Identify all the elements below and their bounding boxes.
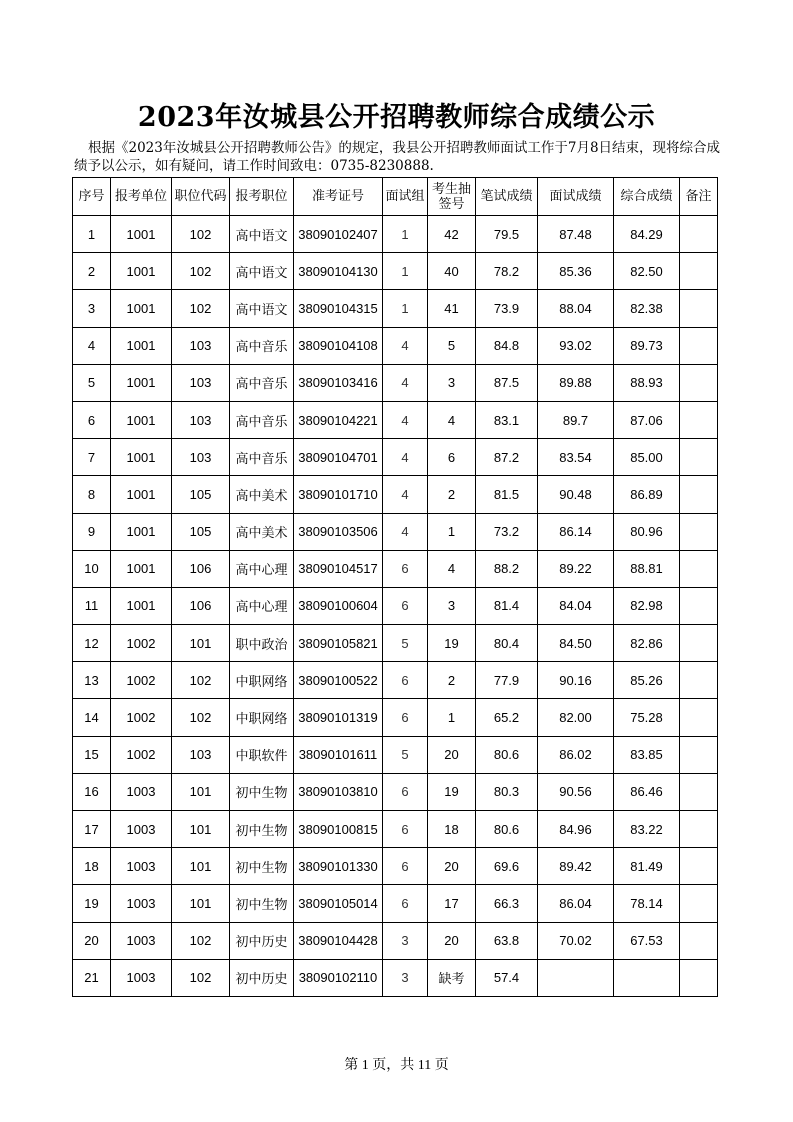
- cell-exam-number: 38090100522: [294, 662, 383, 699]
- cell-position-code: 101: [172, 811, 230, 848]
- cell-unit: 1001: [111, 290, 172, 327]
- cell-draw-number: 19: [428, 625, 476, 662]
- cell-remarks: [680, 848, 718, 885]
- cell-position: 高中语文: [230, 216, 294, 253]
- cell-total-score: 87.06: [614, 401, 680, 438]
- cell-unit: 1002: [111, 736, 172, 773]
- cell-total-score: 81.49: [614, 848, 680, 885]
- cell-exam-number: 38090105821: [294, 625, 383, 662]
- cell-interview-group: 4: [383, 476, 428, 513]
- cell-unit: 1003: [111, 811, 172, 848]
- cell-unit: 1001: [111, 587, 172, 624]
- cell-total-score: 85.26: [614, 662, 680, 699]
- table-row: [73, 327, 718, 364]
- cell-index: 8: [73, 476, 111, 513]
- cell-written-score: 69.6: [476, 848, 538, 885]
- cell-total-score: 82.38: [614, 290, 680, 327]
- cell-unit: 1001: [111, 476, 172, 513]
- cell-exam-number: 38090104108: [294, 327, 383, 364]
- cell-exam-number: 38090100604: [294, 587, 383, 624]
- cell-position-code: 102: [172, 216, 230, 253]
- cell-total-score: 85.00: [614, 439, 680, 476]
- table-row: [73, 699, 718, 736]
- cell-index: 11: [73, 587, 111, 624]
- cell-unit: 1002: [111, 625, 172, 662]
- cell-total-score: 82.50: [614, 253, 680, 290]
- cell-interview-group: 6: [383, 773, 428, 810]
- cell-interview-score: 89.42: [538, 848, 614, 885]
- cell-written-score: 81.5: [476, 476, 538, 513]
- col-header-interview-score: 面试成绩: [538, 178, 614, 216]
- cell-position-code: 103: [172, 364, 230, 401]
- cell-position-code: 105: [172, 476, 230, 513]
- cell-interview-score: 83.54: [538, 439, 614, 476]
- table-row: [73, 439, 718, 476]
- cell-position: 初中生物: [230, 848, 294, 885]
- cell-draw-number: 19: [428, 773, 476, 810]
- table-row: [73, 625, 718, 662]
- table-row: [73, 476, 718, 513]
- cell-unit: 1001: [111, 439, 172, 476]
- cell-index: 20: [73, 922, 111, 959]
- cell-exam-number: 38090101611: [294, 736, 383, 773]
- cell-written-score: 73.9: [476, 290, 538, 327]
- table-row: [73, 848, 718, 885]
- cell-draw-number: 41: [428, 290, 476, 327]
- cell-position-code: 102: [172, 699, 230, 736]
- cell-unit: 1003: [111, 773, 172, 810]
- cell-total-score: 89.73: [614, 327, 680, 364]
- table-header: [73, 178, 718, 216]
- cell-total-score: 82.98: [614, 587, 680, 624]
- cell-index: 4: [73, 327, 111, 364]
- cell-total-score: 86.89: [614, 476, 680, 513]
- cell-unit: 1001: [111, 327, 172, 364]
- cell-index: 19: [73, 885, 111, 922]
- cell-interview-group: 4: [383, 364, 428, 401]
- cell-index: 7: [73, 439, 111, 476]
- table-row: [73, 513, 718, 550]
- cell-unit: 1001: [111, 513, 172, 550]
- cell-interview-group: 4: [383, 513, 428, 550]
- cell-remarks: [680, 662, 718, 699]
- cell-interview-group: 6: [383, 811, 428, 848]
- cell-interview-group: 5: [383, 736, 428, 773]
- cell-position-code: 103: [172, 401, 230, 438]
- col-header-remarks: 备注: [680, 178, 718, 216]
- cell-written-score: 80.4: [476, 625, 538, 662]
- cell-draw-number: 18: [428, 811, 476, 848]
- cell-interview-group: 6: [383, 550, 428, 587]
- cell-total-score: 75.28: [614, 699, 680, 736]
- cell-index: 9: [73, 513, 111, 550]
- cell-remarks: [680, 216, 718, 253]
- cell-interview-score: 90.48: [538, 476, 614, 513]
- cell-interview-group: 3: [383, 922, 428, 959]
- cell-remarks: [680, 736, 718, 773]
- cell-position: 高中音乐: [230, 327, 294, 364]
- cell-index: 12: [73, 625, 111, 662]
- cell-position: 高中语文: [230, 253, 294, 290]
- col-header-index: 序号: [73, 178, 111, 216]
- cell-unit: 1002: [111, 699, 172, 736]
- table-row: [73, 959, 718, 996]
- cell-remarks: [680, 550, 718, 587]
- cell-remarks: [680, 587, 718, 624]
- cell-interview-score: 70.02: [538, 922, 614, 959]
- cell-draw-number: 4: [428, 550, 476, 587]
- cell-position-code: 101: [172, 625, 230, 662]
- cell-remarks: [680, 439, 718, 476]
- cell-exam-number: 38090104315: [294, 290, 383, 327]
- cell-total-score: 80.96: [614, 513, 680, 550]
- cell-written-score: 80.3: [476, 773, 538, 810]
- table-row: [73, 550, 718, 587]
- cell-interview-group: 6: [383, 699, 428, 736]
- cell-remarks: [680, 253, 718, 290]
- cell-index: 18: [73, 848, 111, 885]
- cell-interview-score: 88.04: [538, 290, 614, 327]
- cell-index: 14: [73, 699, 111, 736]
- cell-remarks: [680, 959, 718, 996]
- cell-unit: 1002: [111, 662, 172, 699]
- cell-position: 初中生物: [230, 811, 294, 848]
- cell-remarks: [680, 513, 718, 550]
- cell-interview-group: 6: [383, 662, 428, 699]
- col-header-position-code: 职位代码: [172, 178, 230, 216]
- cell-remarks: [680, 625, 718, 662]
- cell-remarks: [680, 922, 718, 959]
- cell-index: 16: [73, 773, 111, 810]
- cell-position-code: 103: [172, 736, 230, 773]
- col-header-written-score: 笔试成绩: [476, 178, 538, 216]
- cell-draw-number: 6: [428, 439, 476, 476]
- cell-exam-number: 38090105014: [294, 885, 383, 922]
- cell-remarks: [680, 401, 718, 438]
- cell-interview-group: 1: [383, 290, 428, 327]
- cell-interview-score: 89.7: [538, 401, 614, 438]
- cell-index: 15: [73, 736, 111, 773]
- cell-position: 初中生物: [230, 885, 294, 922]
- cell-position: 初中历史: [230, 959, 294, 996]
- cell-remarks: [680, 364, 718, 401]
- cell-exam-number: 38090102407: [294, 216, 383, 253]
- cell-position: 高中美术: [230, 476, 294, 513]
- cell-unit: 1003: [111, 848, 172, 885]
- cell-position-code: 102: [172, 290, 230, 327]
- cell-index: 3: [73, 290, 111, 327]
- cell-exam-number: 38090104428: [294, 922, 383, 959]
- cell-total-score: 83.22: [614, 811, 680, 848]
- cell-draw-number: 40: [428, 253, 476, 290]
- cell-interview-score: 87.48: [538, 216, 614, 253]
- cell-interview-score: 89.22: [538, 550, 614, 587]
- cell-position: 高中心理: [230, 550, 294, 587]
- cell-draw-number: 缺考: [428, 959, 476, 996]
- cell-position-code: 103: [172, 439, 230, 476]
- cell-draw-number: 17: [428, 885, 476, 922]
- cell-position-code: 102: [172, 922, 230, 959]
- cell-interview-group: 6: [383, 848, 428, 885]
- cell-position: 高中心理: [230, 587, 294, 624]
- table-row: [73, 290, 718, 327]
- cell-interview-group: 1: [383, 253, 428, 290]
- cell-written-score: 83.1: [476, 401, 538, 438]
- cell-position: 中职网络: [230, 662, 294, 699]
- page-footer: 第 1 页，共 11 页: [344, 1058, 449, 1073]
- cell-interview-score: 93.02: [538, 327, 614, 364]
- cell-unit: 1001: [111, 550, 172, 587]
- cell-interview-group: 3: [383, 959, 428, 996]
- header-row: [73, 178, 718, 216]
- table-row: [73, 364, 718, 401]
- cell-position: 高中音乐: [230, 401, 294, 438]
- cell-remarks: [680, 290, 718, 327]
- cell-written-score: 87.2: [476, 439, 538, 476]
- cell-draw-number: 2: [428, 476, 476, 513]
- cell-draw-number: 20: [428, 736, 476, 773]
- cell-position-code: 103: [172, 327, 230, 364]
- col-header-interview-group: 面试组: [383, 178, 428, 216]
- cell-total-score: 78.14: [614, 885, 680, 922]
- cell-index: 2: [73, 253, 111, 290]
- cell-exam-number: 38090101710: [294, 476, 383, 513]
- table-row: [73, 587, 718, 624]
- notice-paragraph: 根据《2023年汝城县公开招聘教师公告》的规定，我县公开招聘教师面试工作于7月8日结束，现将综合成绩予以公示，如有疑问，请工作时间致电：0735-8230888.: [74, 140, 721, 174]
- cell-position: 中职软件: [230, 736, 294, 773]
- cell-total-score: 88.81: [614, 550, 680, 587]
- scores-table: [72, 177, 718, 997]
- cell-position-code: 106: [172, 550, 230, 587]
- cell-interview-group: 6: [383, 587, 428, 624]
- cell-written-score: 57.4: [476, 959, 538, 996]
- cell-interview-score: 84.04: [538, 587, 614, 624]
- cell-written-score: 63.8: [476, 922, 538, 959]
- cell-draw-number: 1: [428, 699, 476, 736]
- cell-exam-number: 38090103810: [294, 773, 383, 810]
- cell-interview-group: 5: [383, 625, 428, 662]
- cell-written-score: 65.2: [476, 699, 538, 736]
- cell-total-score: 88.93: [614, 364, 680, 401]
- cell-interview-group: 4: [383, 327, 428, 364]
- cell-draw-number: 42: [428, 216, 476, 253]
- col-header-unit: 报考单位: [111, 178, 172, 216]
- cell-exam-number: 38090101330: [294, 848, 383, 885]
- cell-written-score: 73.2: [476, 513, 538, 550]
- cell-written-score: 78.2: [476, 253, 538, 290]
- cell-draw-number: 2: [428, 662, 476, 699]
- cell-draw-number: 20: [428, 922, 476, 959]
- cell-interview-score: 86.02: [538, 736, 614, 773]
- table-row: [73, 736, 718, 773]
- cell-interview-score: 82.00: [538, 699, 614, 736]
- col-header-total-score: 综合成绩: [614, 178, 680, 216]
- cell-position-code: 102: [172, 662, 230, 699]
- cell-position: 初中历史: [230, 922, 294, 959]
- cell-total-score: 82.86: [614, 625, 680, 662]
- cell-position-code: 101: [172, 773, 230, 810]
- cell-index: 17: [73, 811, 111, 848]
- cell-interview-group: 4: [383, 439, 428, 476]
- cell-index: 10: [73, 550, 111, 587]
- cell-unit: 1001: [111, 401, 172, 438]
- cell-interview-score: 86.14: [538, 513, 614, 550]
- table-row: [73, 885, 718, 922]
- cell-total-score: [614, 959, 680, 996]
- cell-position-code: 106: [172, 587, 230, 624]
- cell-remarks: [680, 476, 718, 513]
- cell-unit: 1003: [111, 959, 172, 996]
- cell-draw-number: 3: [428, 364, 476, 401]
- cell-written-score: 88.2: [476, 550, 538, 587]
- cell-written-score: 66.3: [476, 885, 538, 922]
- cell-unit: 1001: [111, 216, 172, 253]
- cell-remarks: [680, 699, 718, 736]
- cell-interview-score: 84.50: [538, 625, 614, 662]
- cell-index: 13: [73, 662, 111, 699]
- cell-interview-score: 90.16: [538, 662, 614, 699]
- cell-draw-number: 1: [428, 513, 476, 550]
- cell-exam-number: 38090103506: [294, 513, 383, 550]
- cell-exam-number: 38090103416: [294, 364, 383, 401]
- cell-unit: 1001: [111, 364, 172, 401]
- cell-unit: 1003: [111, 922, 172, 959]
- cell-exam-number: 38090104221: [294, 401, 383, 438]
- cell-position: 中职网络: [230, 699, 294, 736]
- cell-draw-number: 20: [428, 848, 476, 885]
- cell-exam-number: 38090104701: [294, 439, 383, 476]
- cell-interview-score: 85.36: [538, 253, 614, 290]
- col-header-position: 报考职位: [230, 178, 294, 216]
- cell-position-code: 101: [172, 885, 230, 922]
- cell-written-score: 84.8: [476, 327, 538, 364]
- cell-index: 5: [73, 364, 111, 401]
- cell-interview-score: [538, 959, 614, 996]
- cell-total-score: 67.53: [614, 922, 680, 959]
- cell-exam-number: 38090104130: [294, 253, 383, 290]
- table-body: [73, 216, 718, 997]
- cell-interview-group: 4: [383, 401, 428, 438]
- cell-written-score: 77.9: [476, 662, 538, 699]
- cell-position-code: 102: [172, 959, 230, 996]
- cell-interview-score: 86.04: [538, 885, 614, 922]
- cell-written-score: 80.6: [476, 736, 538, 773]
- col-header-exam-number: 准考证号: [294, 178, 383, 216]
- cell-position: 初中生物: [230, 773, 294, 810]
- cell-draw-number: 3: [428, 587, 476, 624]
- cell-draw-number: 4: [428, 401, 476, 438]
- cell-remarks: [680, 885, 718, 922]
- cell-written-score: 87.5: [476, 364, 538, 401]
- cell-exam-number: 38090102110: [294, 959, 383, 996]
- cell-exam-number: 38090101319: [294, 699, 383, 736]
- cell-total-score: 86.46: [614, 773, 680, 810]
- cell-remarks: [680, 773, 718, 810]
- cell-interview-score: 89.88: [538, 364, 614, 401]
- cell-draw-number: 5: [428, 327, 476, 364]
- cell-written-score: 79.5: [476, 216, 538, 253]
- cell-exam-number: 38090104517: [294, 550, 383, 587]
- table-row: [73, 662, 718, 699]
- cell-remarks: [680, 811, 718, 848]
- cell-interview-score: 90.56: [538, 773, 614, 810]
- table-row: [73, 922, 718, 959]
- cell-written-score: 80.6: [476, 811, 538, 848]
- cell-exam-number: 38090100815: [294, 811, 383, 848]
- cell-index: 6: [73, 401, 111, 438]
- table-row: [73, 401, 718, 438]
- table-row: [73, 253, 718, 290]
- cell-written-score: 81.4: [476, 587, 538, 624]
- table-row: [73, 811, 718, 848]
- cell-unit: 1001: [111, 253, 172, 290]
- cell-position: 高中音乐: [230, 364, 294, 401]
- table-row: [73, 216, 718, 253]
- col-header-draw-number: 考生抽签号: [428, 178, 476, 216]
- cell-total-score: 84.29: [614, 216, 680, 253]
- cell-position-code: 105: [172, 513, 230, 550]
- page-title: 2023年汝城县公开招聘教师综合成绩公示: [137, 102, 656, 133]
- cell-index: 21: [73, 959, 111, 996]
- cell-position: 高中语文: [230, 290, 294, 327]
- cell-index: 1: [73, 216, 111, 253]
- cell-interview-score: 84.96: [538, 811, 614, 848]
- cell-total-score: 83.85: [614, 736, 680, 773]
- table-row: [73, 773, 718, 810]
- cell-position-code: 101: [172, 848, 230, 885]
- cell-interview-group: 6: [383, 885, 428, 922]
- cell-position: 高中美术: [230, 513, 294, 550]
- cell-unit: 1003: [111, 885, 172, 922]
- cell-remarks: [680, 327, 718, 364]
- cell-position-code: 102: [172, 253, 230, 290]
- cell-position: 职中政治: [230, 625, 294, 662]
- cell-position: 高中音乐: [230, 439, 294, 476]
- cell-interview-group: 1: [383, 216, 428, 253]
